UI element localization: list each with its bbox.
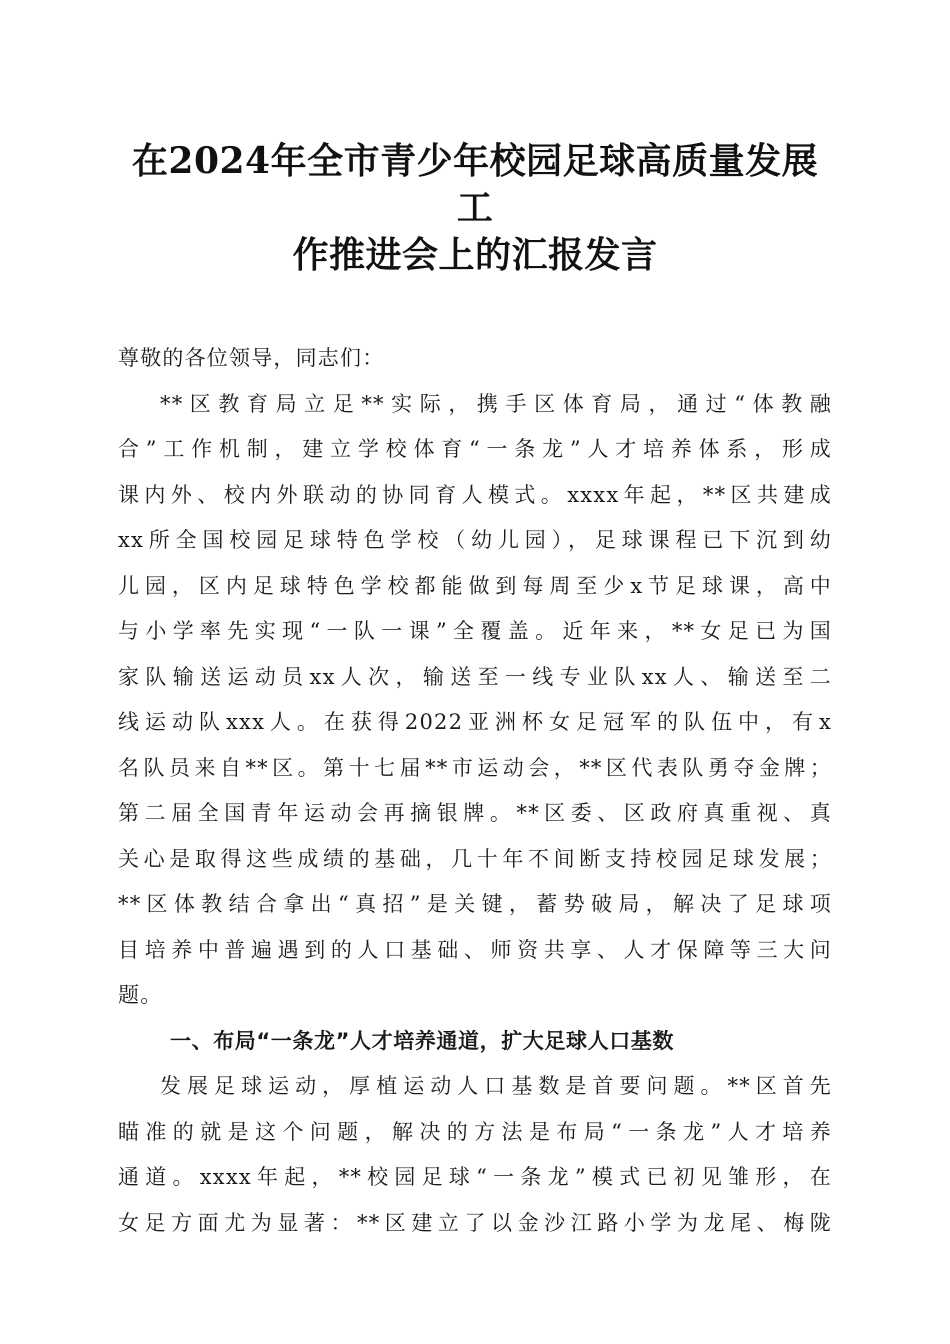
title-line-2: 作推进会上的汇报发言 (292, 234, 658, 276)
document-title (118, 138, 832, 279)
paragraph-line: 通道。xxxx年起，**校园足球“一条龙”模式已初见雏形，在 (118, 1165, 832, 1189)
paragraph-line: **区体教结合拿出“真招”是关键，蓄势破局，解决了足球项 (118, 892, 832, 916)
paragraph-line: xx所全国校园足球特色学校（幼儿园），足球课程已下沉到幼 (118, 528, 832, 552)
paragraph-line: 第二届全国青年运动会再摘银牌。**区委、区政府真重视、真 (118, 801, 832, 825)
paragraph-line: 线运动队xxx人。在获得2022亚洲杯女足冠军的队伍中，有x (118, 710, 832, 734)
paragraph-section-1 (118, 1064, 832, 1246)
paragraph-line: 女足方面尤为显著：**区建立了以金沙江路小学为龙尾、梅陇 (118, 1210, 832, 1235)
paragraph-line: **区教育局立足**实际，携手区体育局，通过“体教融 (160, 391, 832, 416)
paragraph-line: 与小学率先实现“一队一课”全覆盖。近年来，**女足已为国 (118, 619, 832, 643)
title-line-1: 在2024年全市青少年校园足球高质量发展工 (131, 140, 819, 229)
paragraph-line: 目培养中普遍遇到的人口基础、师资共享、人才保障等三大问 (118, 937, 832, 962)
paragraph-line: 家队输送运动员xx人次，输送至一线专业队xx人、输送至二 (118, 664, 832, 689)
paragraph-line: 题。 (118, 983, 163, 1007)
paragraph-line: 发展足球运动，厚植运动人口基数是首要问题。**区首先 (160, 1074, 832, 1098)
paragraph-intro (118, 382, 832, 1019)
section-heading-1: 一、布局“一条龙”人才培养通道，扩大足球人口基数 (170, 1028, 675, 1053)
salutation: 尊敬的各位领导，同志们： (118, 346, 385, 370)
paragraph-line: 儿园，区内足球特色学校都能做到每周至少x节足球课，高中 (118, 573, 832, 598)
paragraph-line: 关心是取得这些成绩的基础，几十年不间断支持校园足球发展； (118, 846, 832, 871)
paragraph-line: 合”工作机制，建立学校体育“一条龙”人才培养体系，形成 (118, 437, 832, 461)
paragraph-line: 名队员来自**区。第十七届**市运动会，**区代表队勇夺金牌； (118, 755, 832, 780)
paragraph-line: 课内外、校内外联动的协同育人模式。xxxx年起，**区共建成 (118, 482, 832, 507)
paragraph-line: 瞄准的就是这个问题，解决的方法是布局“一条龙”人才培养 (118, 1119, 832, 1144)
